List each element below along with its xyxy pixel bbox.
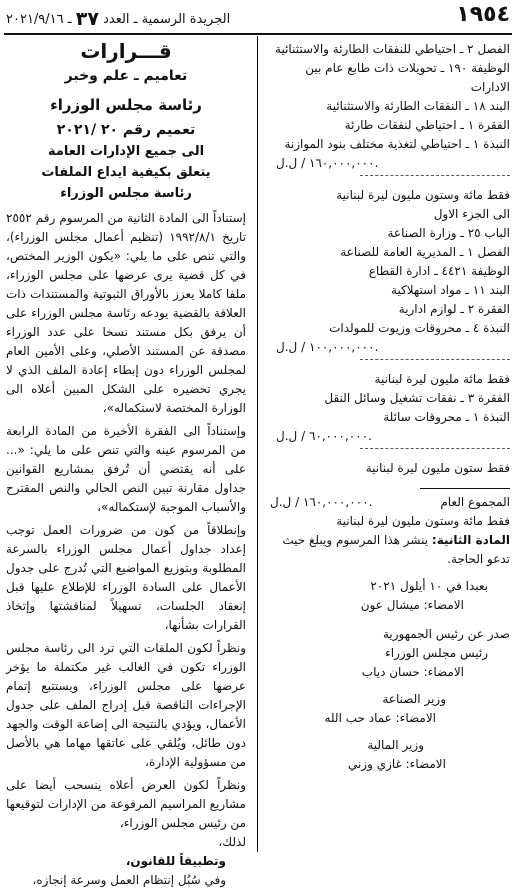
page-number: ١٩٥٤ <box>456 2 510 27</box>
therefore: لذلك، <box>218 835 246 849</box>
place-date: بعبدا في ١٠ أيلول ٢٠٢١ <box>370 579 488 593</box>
budget-line: الفقرة ٣ ـ نفقات تشغيل وسائل النقل <box>324 391 510 405</box>
gazette-name: الجريدة الرسمية ـ العدد <box>103 12 231 27</box>
right-column <box>270 40 510 774</box>
budget-line: الفصل ١ ـ المديرية العامة للصناعة <box>340 245 510 259</box>
amount-separator <box>360 175 510 176</box>
left-column <box>6 40 246 890</box>
apply-law: وتطبيقاً للقانون، <box>125 854 226 868</box>
closing-line: وفي سُبُل إنتظام العمل وسرعة إنجازه، <box>32 873 226 887</box>
budget-line: الوظيفة ١٩٠ ـ تحويلات ذات طابع عام بين الادارات <box>305 61 510 94</box>
header-rule <box>4 33 512 35</box>
grand-total-label: المجموع العام <box>440 495 510 509</box>
signature-president: الامضاء: ميشال عون <box>360 598 464 612</box>
total-rule <box>420 488 510 489</box>
budget-line: النبذة ١ ـ محروقات سائلة <box>383 410 510 424</box>
amount-in-words: فقط مائة مليون ليرة لبنانية <box>374 372 510 386</box>
pm-title: رئيس مجلس الوزراء <box>385 646 488 660</box>
budget-line: النبذة ١ ـ احتياطي لتغذية مختلف بنود الموازنة <box>284 137 510 151</box>
article-two-text: ينشر هذا المرسوم ويبلغ حيث تدعو الحاجة. <box>282 533 510 566</box>
circular-number: تعميم رقم ٢٠ /٢٠٢١ <box>56 122 196 138</box>
signature-finance: الامضاء: غازي وزني <box>347 757 446 771</box>
issuing-authority: رئاسة مجلس الوزراء <box>50 96 202 114</box>
issued-by: صدر عن رئيس الجمهورية <box>382 627 510 641</box>
circular-body <box>6 209 246 890</box>
budget-line: الباب ٢٥ ـ وزارة الصناعة <box>387 226 510 240</box>
amount: ١٠٠,٠٠٠,٠٠٠ / ل.ل. <box>276 340 379 354</box>
signature-industry: الامضاء: عماد حب الله <box>324 711 436 725</box>
paragraph: ونظراً لكون الملفات التي ترد الى رئاسة مجلس الوزراء تكون في الغالب غير مكتملة ما يؤخر عرضها على مجلس الوزراء، ويستتبع إتمام الإجراءات الناقصة قبل إدراج الملف على جدول الأعمال، ويؤدي بالنتيجة الى إضاعة الوقت والجهد دون طائل، ويُلقي على عاتقها مهاما هي بالأصل من مسؤولية الإدارة، <box>5 641 246 769</box>
minister-finance-title: وزير المالية <box>367 738 424 752</box>
budget-line: الفقرة ١ ـ احتياطي لنفقات طارئة <box>344 118 510 132</box>
budget-line: الى الجزء الاول <box>433 207 510 221</box>
minister-industry-title: وزير الصناعة <box>382 692 446 706</box>
budget-line: الوظيفة ٤٤٢١ ـ ادارة القطاع <box>368 264 510 278</box>
article-two-label: المادة الثانية: <box>431 533 510 547</box>
budget-line: النبذة ٤ ـ محروقات وزيوت للمولدات <box>329 321 510 335</box>
section-subtitle: تعاميم ـ علم وخبر <box>64 68 188 84</box>
amount-separator <box>360 359 510 360</box>
article-two <box>270 531 510 569</box>
page-header <box>4 4 512 30</box>
budget-line: البند ١١ ـ مواد استهلاكية <box>391 283 510 297</box>
paragraph: وإنطلاقاً من كون من ضرورات العمل توجب إعداد جداول أعمال مجلس الوزراء بالسرعة المطلوبة وبتوزيع المواضيع التي تُدرج على جدول الأعمال على السادة الوزراء للإطلاع عليها قبل إنعقاد الجلسات، تسهيلاً لمناقشتها وإتخاذ القرارات بشأنها، <box>6 523 246 632</box>
issuing-authority-2: رئاسة مجلس الوزراء <box>60 186 192 201</box>
paragraph: ونظراً لكون العرض أعلاه ينسحب أيضا على مشاريع المراسيم المرفوعة من الإدارات لتوقيعها من رئيس مجلس الوزراء، <box>6 778 246 830</box>
signature-pm: الامضاء: حسان دياب <box>361 665 464 679</box>
amount: ٦٠,٠٠٠,٠٠٠ / ل.ل. <box>276 429 372 443</box>
amount-in-words: فقط مائة وستون مليون ليرة لبنانية <box>336 188 510 202</box>
addressee: الى جميع الإدارات العامة <box>47 144 205 159</box>
grand-total <box>270 493 510 512</box>
issue-date: ـ ٢٠٢١/٩/١٦ <box>6 12 72 27</box>
budget-line: الفقرة ٢ ـ لوازم ادارية <box>398 302 510 316</box>
column-divider <box>257 36 258 852</box>
paragraph: إستناداً الى المادة الثانية من المرسوم رقم ٢٥٥٢ تاريخ ١٩٩٢/٨/١ (تنظيم أعمال مجلس الوزراء)، والتي تنص على ما يلي: «يكون الوزير المختص، في كل قضية يرى عرضها على مجلس الوزراء، ملفا كاملا يعزز بالأوراق الثبوتية والمستندات ذات العلاقة بالقضية يودعه رئاسة مجلس الوزراء على أن يرفق بكل مستند نسخا على عدد الوزراء مصدقة عن المستند الأصلي، وعلى الأمين العام لمجلس الوزراء دون إبطاء إعادة الملف الذي لا يجري تحضيره على الشكل المبين أعلاه الى الوزارة المختصة لاستكماله»، <box>6 211 246 415</box>
grand-total-amount: ١٦٠,٠٠٠,٠٠٠ / ل.ل. <box>270 495 373 509</box>
gazette-issue-line <box>6 8 230 30</box>
grand-total-in-words: فقط مائة وستون مليون ليرة لبنانية <box>336 514 510 528</box>
circular-subject: يتعلق بكيفية ايداع الملفات <box>41 165 211 180</box>
issue-number: ٣٧ <box>75 8 99 30</box>
paragraph: وإستناداً الى الفقرة الأخيرة من المادة الرابعة من المرسوم عينه والتي تنص على ما يلي: «... على أنه يقتضي أن تُرفق بمشاريع القوانين جداول مقارنة تبين النص الحالي والنص المقترح والأسباب الموجبة لإستكماله»، <box>6 424 246 514</box>
amount-in-words: فقط ستون مليون ليرة لبنانية <box>365 461 510 475</box>
section-title: قـــرارات <box>80 39 172 63</box>
amount-separator <box>360 448 510 449</box>
budget-line: الفصل ٢ ـ احتياطي للنفقات الطارئة والاستثنائية <box>275 42 510 56</box>
amount: ١٦٠,٠٠٠,٠٠٠ / ل.ل. <box>276 156 379 170</box>
budget-line: البند ١٨ ـ النفقات الطارئة والاستثنائية <box>326 99 510 113</box>
